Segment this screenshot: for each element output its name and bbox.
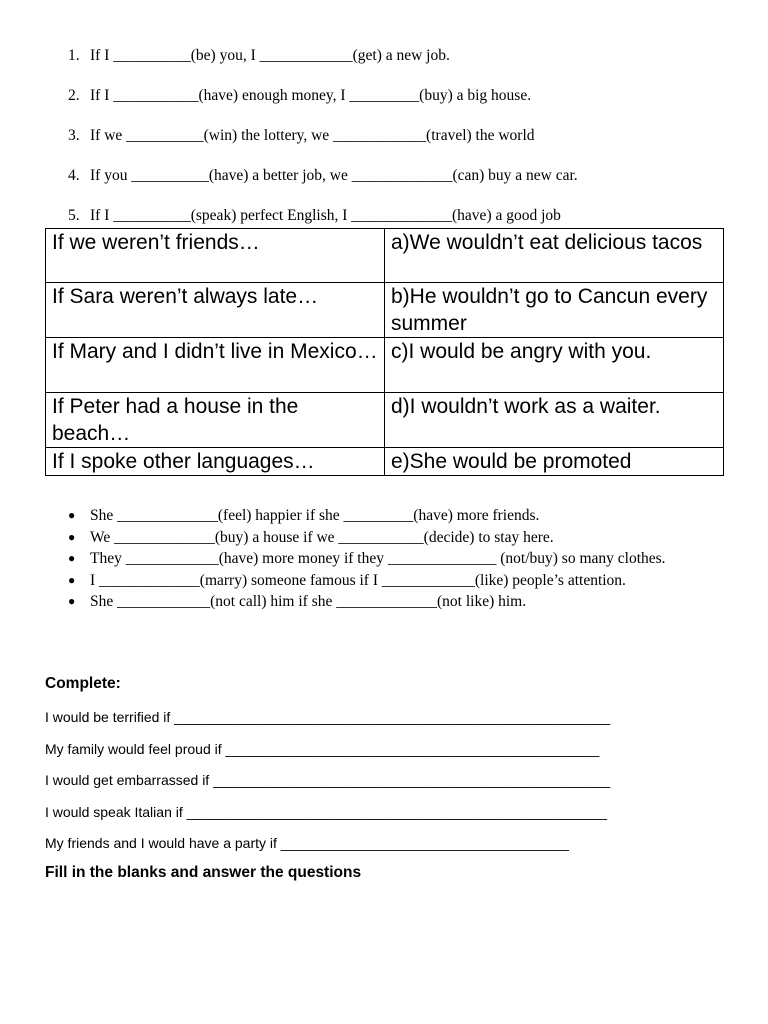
exercise-text: If I ___________(have) enough money, I _________(buy) a big house. [90, 87, 532, 104]
exercise-text: If we __________(win) the lottery, we ____________(travel) the world [90, 127, 535, 144]
exercise-item: 4. If you __________(have) a better job, we _____________(can) buy a new car. [68, 167, 578, 184]
condition-cell: If Peter had a house in the beach… [46, 393, 385, 448]
list-item: ● She ____________(not call) him if she _____________(not like) him. [68, 593, 527, 610]
list-item: ● She _____________(feel) happier if she _________(have) more friends. [68, 507, 540, 524]
fill-in-heading: Fill in the blanks and answer the questions [45, 864, 362, 881]
condition-cell: If Sara weren’t always late… [46, 283, 385, 338]
list-item: I would speak Italian if ______________________________________________________ [45, 803, 608, 820]
exercise-item: 5. If I __________(speak) perfect English, I _____________(have) a good job [68, 207, 561, 224]
result-cell: d)I wouldn’t work as a waiter. [385, 393, 724, 448]
exercise-text: If you __________(have) a better job, we _____________(can) buy a new car. [90, 167, 578, 184]
numbered-exercise-list [68, 46, 578, 246]
table-row [46, 283, 724, 338]
bullet-icon: ● [68, 572, 76, 587]
result-cell: b)He wouldn’t go to Cancun every summer [385, 283, 724, 338]
exercise-item: 3. If we __________(win) the lottery, we ____________(travel) the world [68, 127, 535, 144]
table-row [46, 338, 724, 393]
complete-heading: Complete: [45, 675, 121, 692]
exercise-item: 2. If I ___________(have) enough money, I _________(buy) a big house. [68, 87, 532, 104]
table-row [46, 229, 724, 283]
bullet-icon: ● [68, 508, 76, 522]
complete-list [45, 708, 610, 866]
table-row [46, 393, 724, 448]
result-cell: a)We wouldn’t eat delicious tacos [385, 229, 724, 283]
list-item: ● We _____________(buy) a house if we ___________(decide) to stay here. [68, 528, 554, 546]
list-item: My family would feel proud if ________________________________________________ [45, 740, 600, 757]
exercise-item: 1. If I __________(be) you, I ____________(get) a new job. [68, 47, 450, 64]
list-item: ● They ____________(have) more money if they ______________ (not/buy) so many clothes. [68, 550, 666, 567]
list-item: ● I _____________(marry) someone famous if I ____________(like) people’s attention. [68, 571, 626, 589]
result-cell: c)I would be angry with you. [385, 338, 724, 393]
bullet-icon: ● [68, 594, 76, 608]
condition-cell: If I spoke other languages… [46, 448, 385, 476]
matching-table [45, 228, 724, 476]
exercise-text: If I __________(speak) perfect English, I _____________(have) a good job [90, 207, 561, 224]
exercise-text: If I __________(be) you, I ____________(get) a new job. [90, 47, 450, 64]
bullet-icon: ● [68, 551, 76, 565]
list-item: I would be terrified if ________________________________________________________ [45, 709, 611, 725]
list-item: I would get embarrassed if ___________________________________________________ [45, 772, 611, 788]
list-item: My friends and I would have a party if _____________________________________ [45, 835, 569, 851]
table-row [46, 448, 724, 476]
condition-cell: If we weren’t friends… [46, 229, 385, 283]
condition-cell: If Mary and I didn’t live in Mexico… [46, 338, 385, 393]
result-cell: e)She would be promoted [385, 448, 724, 476]
bullet-exercise-list [68, 505, 666, 613]
bullet-icon: ● [68, 529, 76, 544]
